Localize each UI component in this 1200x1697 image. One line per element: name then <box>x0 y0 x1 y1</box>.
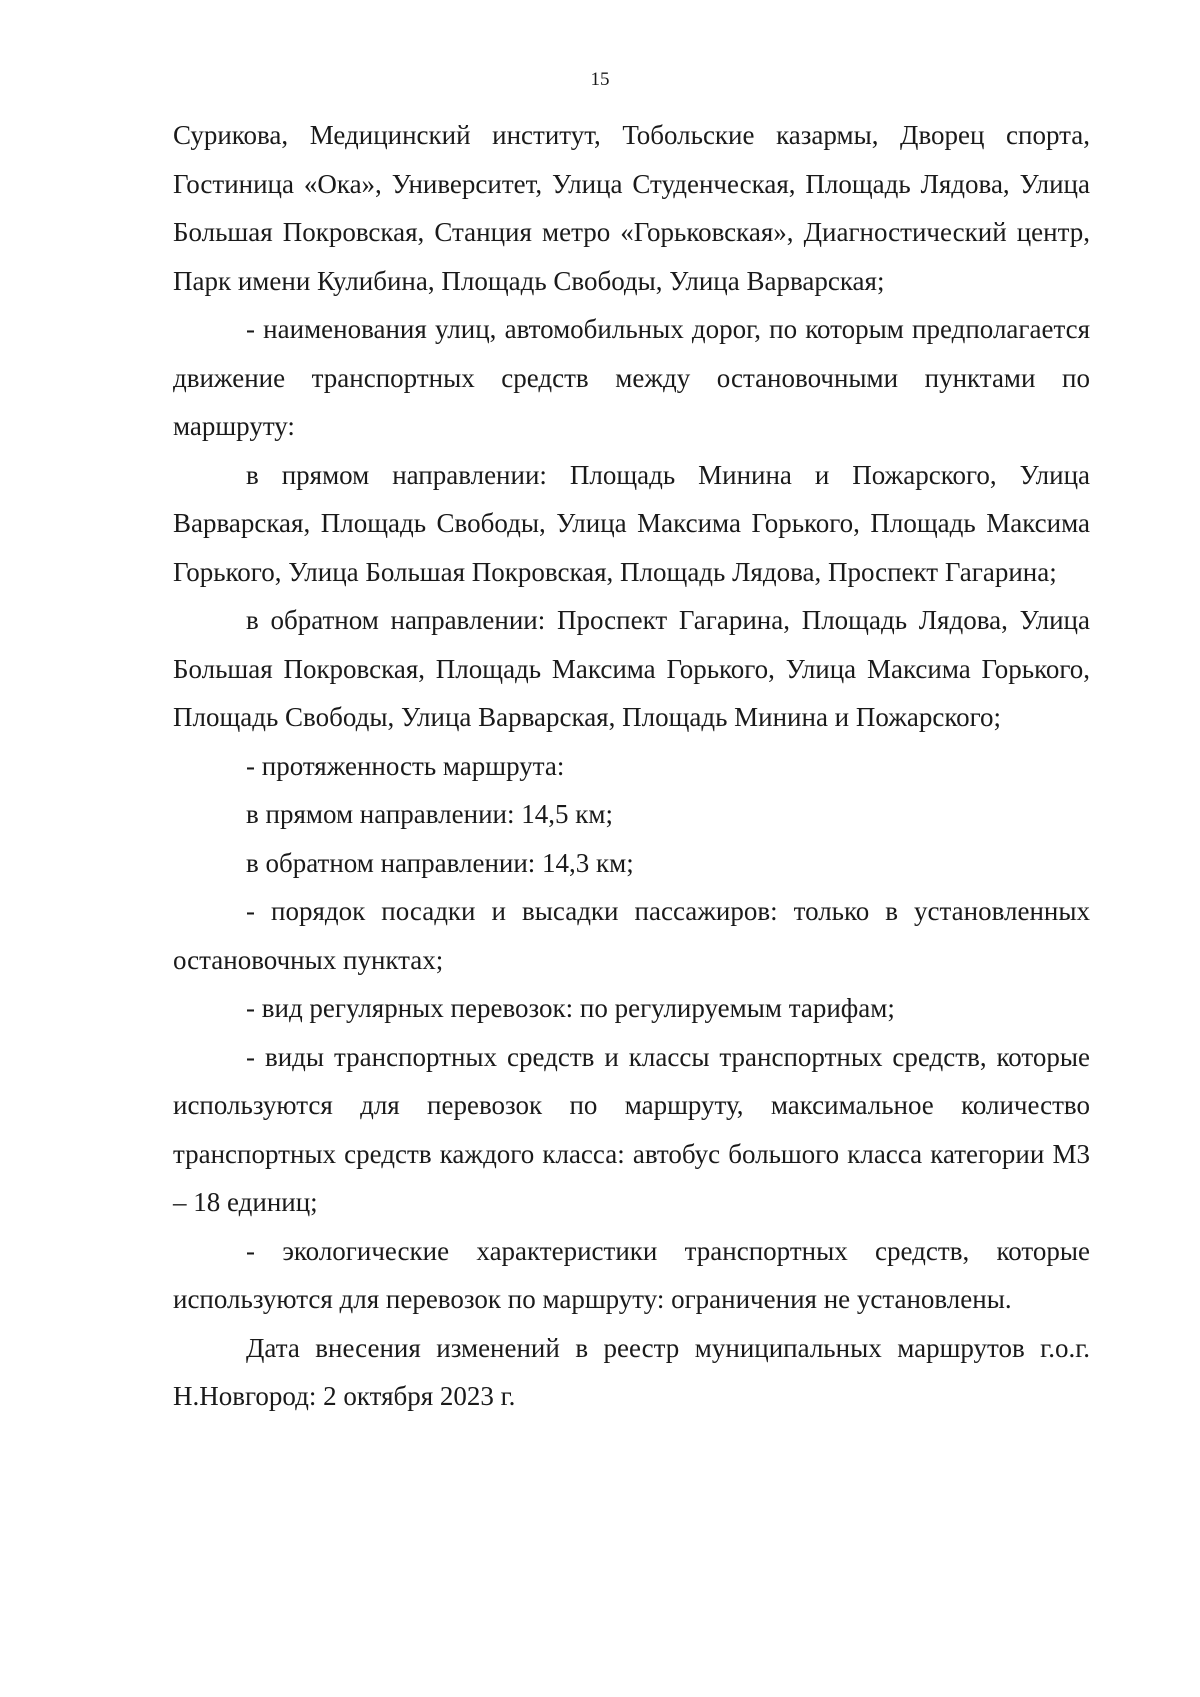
paragraph-vehicle-classes: - виды транспортных средств и классы транспортных средств, которые используются для перевозок по маршруту, максимальное количество транспортных средств каждого класса: автобус большого класса категории М3 – 18 единиц; <box>173 1041 1090 1217</box>
paragraph-registry-date: Дата внесения изменений в реестр муниципальных маршрутов г.о.г. Н.Новгород: 2 октября 2023 г. <box>173 1332 1090 1411</box>
paragraph-forward-direction: в прямом направлении: Площадь Минина и Пожарского, Улица Варварская, Площадь Свободы, Улица Максима Горького, Площадь Максима Горького, Улица Большая Покровская, Площадь Лядова, Проспект Гагарина; <box>173 459 1090 587</box>
paragraph-stops-continuation: Сурикова, Медицинский институт, Тобольские казармы, Дворец спорта, Гостиница «Ока», Университет, Улица Студенческая, Площадь Лядова, Улица Большая Покровская, Станция метро «Горьковская», Диагностический центр, Парк имени Кулибина, Площадь Свободы, Улица Варварская; <box>173 120 1090 296</box>
paragraph-reverse-direction: в обратном направлении: Проспект Гагарина, Площадь Лядова, Улица Большая Покровская, Площадь Максима Горького, Улица Максима Горького, Площадь Свободы, Улица Варварская, Площадь Минина и Пожарского; <box>173 605 1090 732</box>
page-number: 15 <box>590 69 610 90</box>
paragraph-boarding-order: - порядок посадки и высадки пассажиров: только в установленных остановочных пунктах; <box>173 896 1090 975</box>
paragraph-forward-length: в прямом направлении: 14,5 км; <box>246 799 613 829</box>
paragraph-ecological-characteristics: - экологические характеристики транспортных средств, которые используются для перевозок по маршруту: ограничения не установлены. <box>173 1235 1090 1314</box>
paragraph-street-names: - наименования улиц, автомобильных дорог, по которым предполагается движение транспортных средств между остановочными пунктами по маршруту: <box>173 314 1090 441</box>
paragraph-reverse-length: в обратном направлении: 14,3 км; <box>246 847 634 878</box>
paragraph-route-length: - протяженность маршрута: <box>246 750 565 781</box>
paragraph-transport-type: - вид регулярных перевозок: по регулируемым тарифам; <box>246 993 895 1023</box>
document-body <box>173 111 1090 1421</box>
